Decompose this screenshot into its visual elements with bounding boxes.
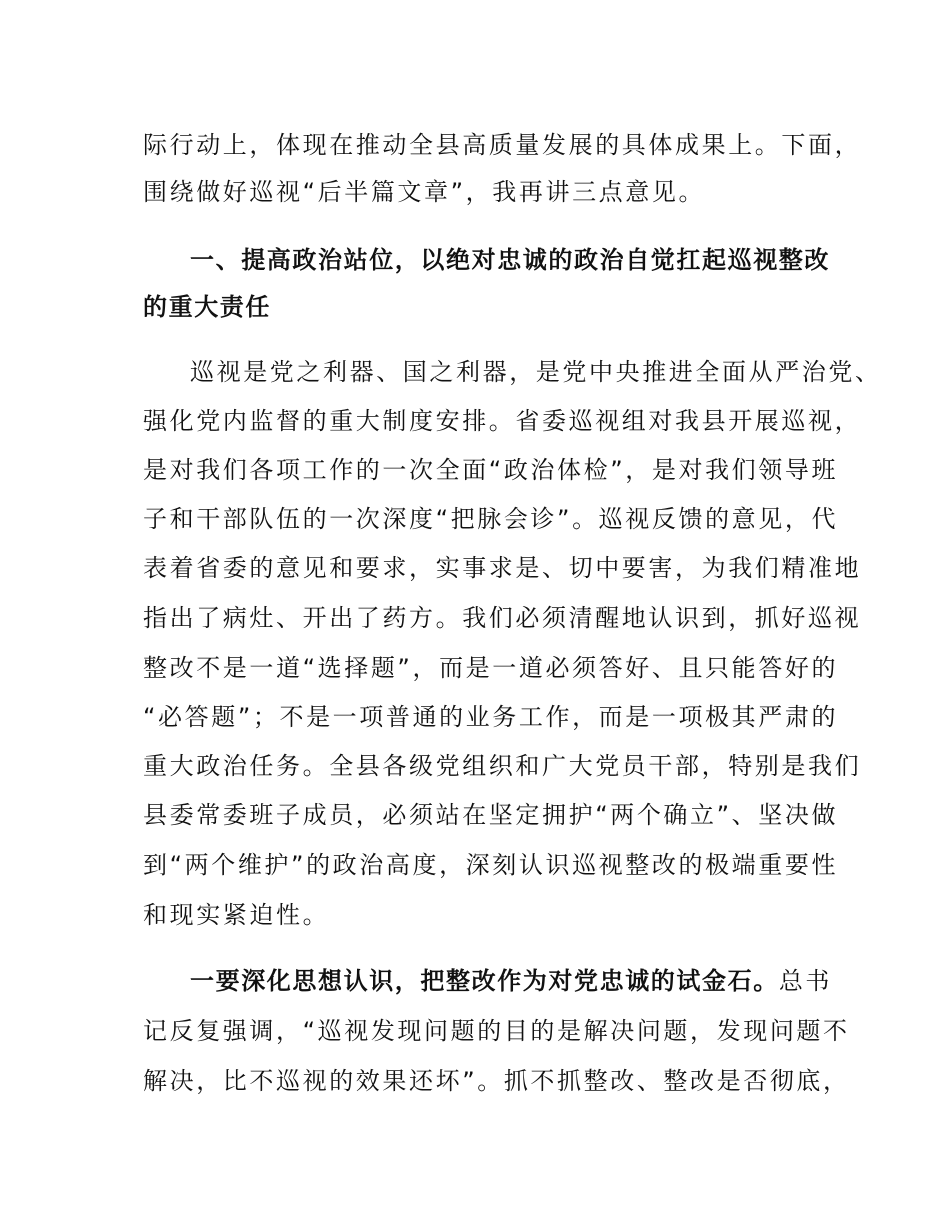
- paragraph-line: 是对我们各项工作的一次全面“政治体检”，是对我们领导班: [143, 456, 839, 484]
- paragraph-line: 解决，比不巡视的效果还坏”。抓不抓整改、整改是否彻底，: [143, 1067, 850, 1095]
- point-line: [190, 966, 832, 996]
- paragraph-line: 和现实紧迫性。: [143, 901, 330, 929]
- paragraph-line: 巡视是党之利器、国之利器，是党中央推进全面从严治党、: [190, 358, 882, 386]
- paragraph-line: 表着省委的意见和要求，实事求是、切中要害，为我们精准地: [143, 554, 862, 582]
- intro-line: 际行动上，体现在推动全县高质量发展的具体成果上。下面，: [143, 131, 862, 159]
- point-text: 总书: [778, 967, 833, 995]
- paragraph-line: 县委常委班子成员，必须站在坚定拥护“两个确立”、坚决做: [143, 801, 839, 829]
- paragraph-line: “必答题”；不是一项普通的业务工作，而是一项极其严肃的: [143, 703, 839, 731]
- point-heading: 一要深化思想认识，把整改作为对党忠诚的试金石。: [190, 967, 779, 995]
- paragraph-line: 整改不是一道“选择题”，而是一道必须答好、且只能答好的: [143, 654, 839, 682]
- intro-line: 围绕做好巡视“后半篇文章”，我再讲三点意见。: [143, 178, 706, 206]
- paragraph-line: 强化党内监督的重大制度安排。省委巡视组对我县开展巡视，: [143, 407, 862, 435]
- paragraph-line: 到“两个维护”的政治高度，深刻认识巡视整改的极端重要性: [143, 851, 839, 879]
- paragraph-line: 指出了病灶、开出了药方。我们必须清醒地认识到，抓好巡视: [143, 604, 862, 632]
- section-heading: 一、提高政治站位，以绝对忠诚的政治自觉扛起巡视整改: [190, 246, 830, 274]
- section-heading: 的重大责任: [143, 293, 271, 321]
- paragraph-line: 子和干部队伍的一次深度“把脉会诊”。巡视反馈的意见，代: [143, 505, 839, 533]
- paragraph-line: 重大政治任务。全县各级党组织和广大党员干部，特别是我们: [143, 752, 862, 780]
- paragraph-line: 记反复强调，“巡视发现问题的目的是解决问题，发现问题不: [143, 1017, 850, 1045]
